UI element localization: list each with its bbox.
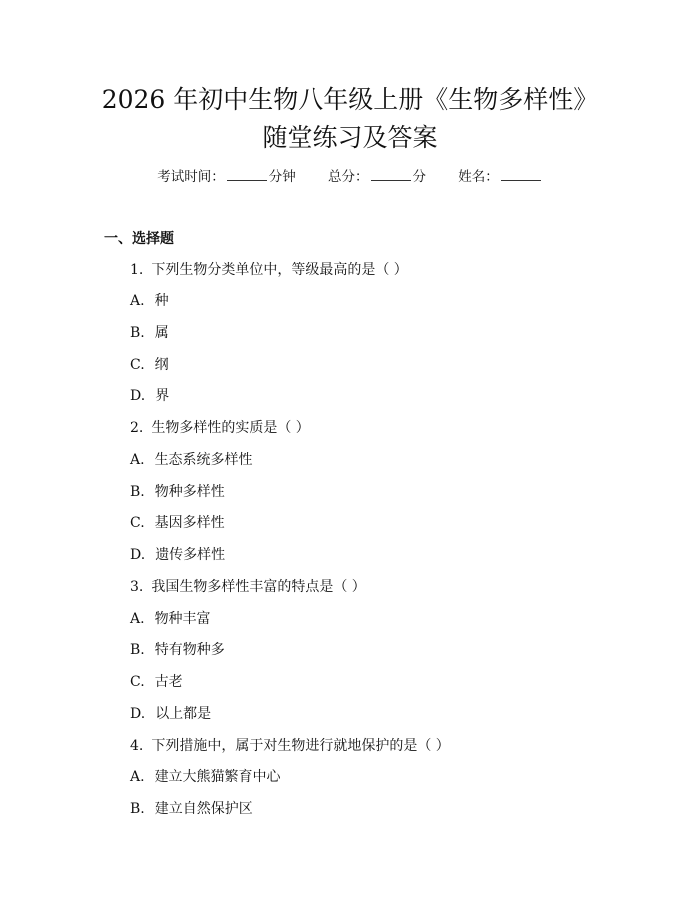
option-1b[interactable] <box>130 323 169 343</box>
option-3b[interactable] <box>130 640 225 660</box>
option-2b[interactable] <box>130 482 225 502</box>
option-4a[interactable] <box>130 767 281 787</box>
score-label: 总分： <box>328 169 369 185</box>
option-text: 界 <box>155 388 170 404</box>
question-2 <box>130 418 310 438</box>
option-letter: C. <box>130 357 145 373</box>
option-letter: A. <box>130 611 145 627</box>
option-letter: C. <box>130 515 145 531</box>
question-number: 4. <box>130 738 144 754</box>
option-text: 基因多样性 <box>154 515 225 531</box>
option-letter: A. <box>130 293 145 309</box>
question-4 <box>130 736 450 756</box>
option-letter: A. <box>130 452 145 468</box>
option-letter: C. <box>130 674 145 690</box>
option-letter: B. <box>130 642 145 658</box>
option-text: 建立大熊猫繁育中心 <box>154 769 281 785</box>
question-text: 我国生物多样性丰富的特点是（ ） <box>151 579 366 595</box>
exam-meta <box>0 167 700 187</box>
option-letter: D. <box>130 706 146 722</box>
option-2c[interactable] <box>130 513 225 533</box>
question-text: 生物多样性的实质是（ ） <box>151 420 310 436</box>
option-text: 属 <box>154 325 169 341</box>
option-letter: B. <box>130 801 145 817</box>
option-3d[interactable] <box>130 704 211 724</box>
option-text: 生态系统多样性 <box>154 452 253 468</box>
exam-score <box>328 167 426 187</box>
exam-name <box>458 167 543 187</box>
option-text: 建立自然保护区 <box>154 801 253 817</box>
name-label: 姓名： <box>458 169 499 185</box>
option-1c[interactable] <box>130 355 169 375</box>
option-text: 古老 <box>154 674 183 690</box>
option-text: 物种多样性 <box>154 484 225 500</box>
option-2d[interactable] <box>130 545 225 565</box>
page-title-line2: 随堂练习及答案 <box>262 123 438 152</box>
score-unit: 分 <box>412 169 426 185</box>
option-letter: B. <box>130 325 145 341</box>
option-1d[interactable] <box>130 386 169 406</box>
time-blank[interactable] <box>227 168 267 181</box>
score-blank[interactable] <box>371 168 411 181</box>
question-number: 1. <box>130 262 144 278</box>
question-text: 下列措施中，属于对生物进行就地保护的是（ ） <box>151 738 450 754</box>
question-number: 2. <box>130 420 144 436</box>
option-letter: D. <box>130 547 146 563</box>
question-number: 3. <box>130 579 144 595</box>
option-1a[interactable] <box>130 291 169 311</box>
option-3c[interactable] <box>130 672 183 692</box>
option-2a[interactable] <box>130 450 253 470</box>
page-title-line1: 2026 年初中生物八年级上册《生物多样性》 <box>101 85 599 114</box>
option-letter: B. <box>130 484 145 500</box>
option-text: 纲 <box>154 357 169 373</box>
exam-time <box>157 167 296 187</box>
option-text: 种 <box>154 293 169 309</box>
option-letter: A. <box>130 769 145 785</box>
option-text: 特有物种多 <box>154 642 225 658</box>
option-text: 物种丰富 <box>154 611 211 627</box>
time-label: 考试时间： <box>157 169 225 185</box>
option-4b[interactable] <box>130 799 253 819</box>
section-heading: 一、选择题 <box>104 231 174 247</box>
question-1 <box>130 260 408 280</box>
option-3a[interactable] <box>130 609 211 629</box>
option-text: 遗传多样性 <box>155 547 226 563</box>
name-blank[interactable] <box>501 168 541 181</box>
option-letter: D. <box>130 388 146 404</box>
time-unit: 分钟 <box>268 169 296 185</box>
question-3 <box>130 577 366 597</box>
option-text: 以上都是 <box>155 706 212 722</box>
question-text: 下列生物分类单位中，等级最高的是（ ） <box>151 262 408 278</box>
